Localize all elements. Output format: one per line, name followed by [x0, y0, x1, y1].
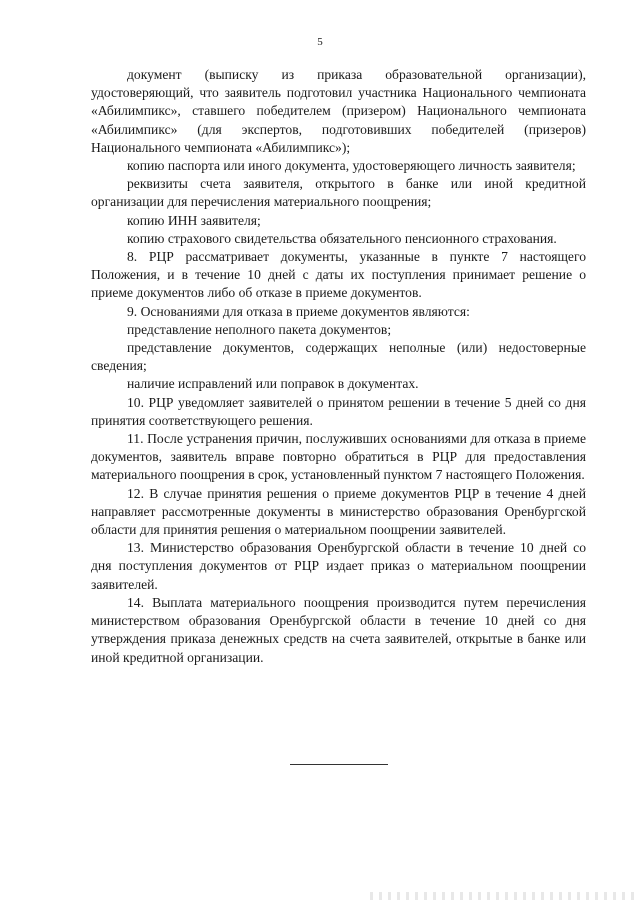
paragraph-item-14: 14. Выплата материального поощрения производится путем перечисления министерством образования Оренбургской области в течение 10 дней со дня утверждения приказа денежных средств на счета заявителей, открытые в банке или иной кредитной организации. [91, 594, 586, 665]
paragraph-corrections: наличие исправлений или поправок в документах. [127, 376, 419, 392]
paragraph-item-9: 9. Основаниями для отказа в приеме документов являются: [127, 303, 470, 319]
paragraph-incomplete-info: представление документов, содержащих неполные (или) недостоверные сведения; [91, 340, 586, 374]
paragraph-bank-details: реквизиты счета заявителя, открытого в банке или иной кредитной организации для перечисления материального поощрения; [91, 176, 586, 210]
paragraph-incomplete-package: представление неполного пакета документов; [127, 321, 392, 337]
page-number: 5 [317, 36, 323, 48]
end-rule-divider [290, 764, 388, 765]
paragraph-item-10: 10. РЦР уведомляет заявителей о принятом решении в течение 5 дней со дня принятия соответствующего решения. [91, 394, 586, 428]
paragraph-item-12: 12. В случае принятия решения о приеме документов РЦР в течение 4 дней направляет рассмотренные документы в министерство образования Оренбургской области для принятия решения о материальном поощрении заявителей. [91, 485, 586, 538]
paragraph-item-13: 13. Министерство образования Оренбургской области в течение 10 дней со дня поступления документов от РЦР издает приказ о материальном поощрении заявителей. [91, 540, 586, 592]
paragraph-item-8: 8. РЦР рассматривает документы, указанные в пункте 7 настоящего Положения, и в течение 10 дней с даты их поступления принимает решение о приеме документов либо об отказе в приеме документов. [91, 249, 586, 301]
paragraph-pension-certificate: копию страхового свидетельства обязательного пенсионного страхования. [127, 230, 557, 246]
paragraph-inn-copy: копию ИНН заявителя; [127, 212, 261, 228]
document-body [91, 66, 586, 667]
paragraph-item-11: 11. После устранения причин, послуживших основаниями для отказа в приеме документов, заявитель вправе повторно обратиться в РЦР для предоставления материального поощрения в срок, установленный пунктом 7 настоящего Положения. [91, 431, 586, 483]
paragraph-document-extract: документ (выписку из приказа образовательной организации), удостоверяющий, что заявитель подготовил участника Национального чемпионата «Абилимпикс», ставшего победителем (призером) Национального чемпионата «Абилимпикс» (для экспертов, подготовивших победителей (призеров) Национального чемпионата «Абилимпикс»); [91, 67, 586, 155]
paragraph-passport-copy: копию паспорта или иного документа, удостоверяющего личность заявителя; [127, 158, 576, 174]
scan-artifact [370, 892, 640, 900]
